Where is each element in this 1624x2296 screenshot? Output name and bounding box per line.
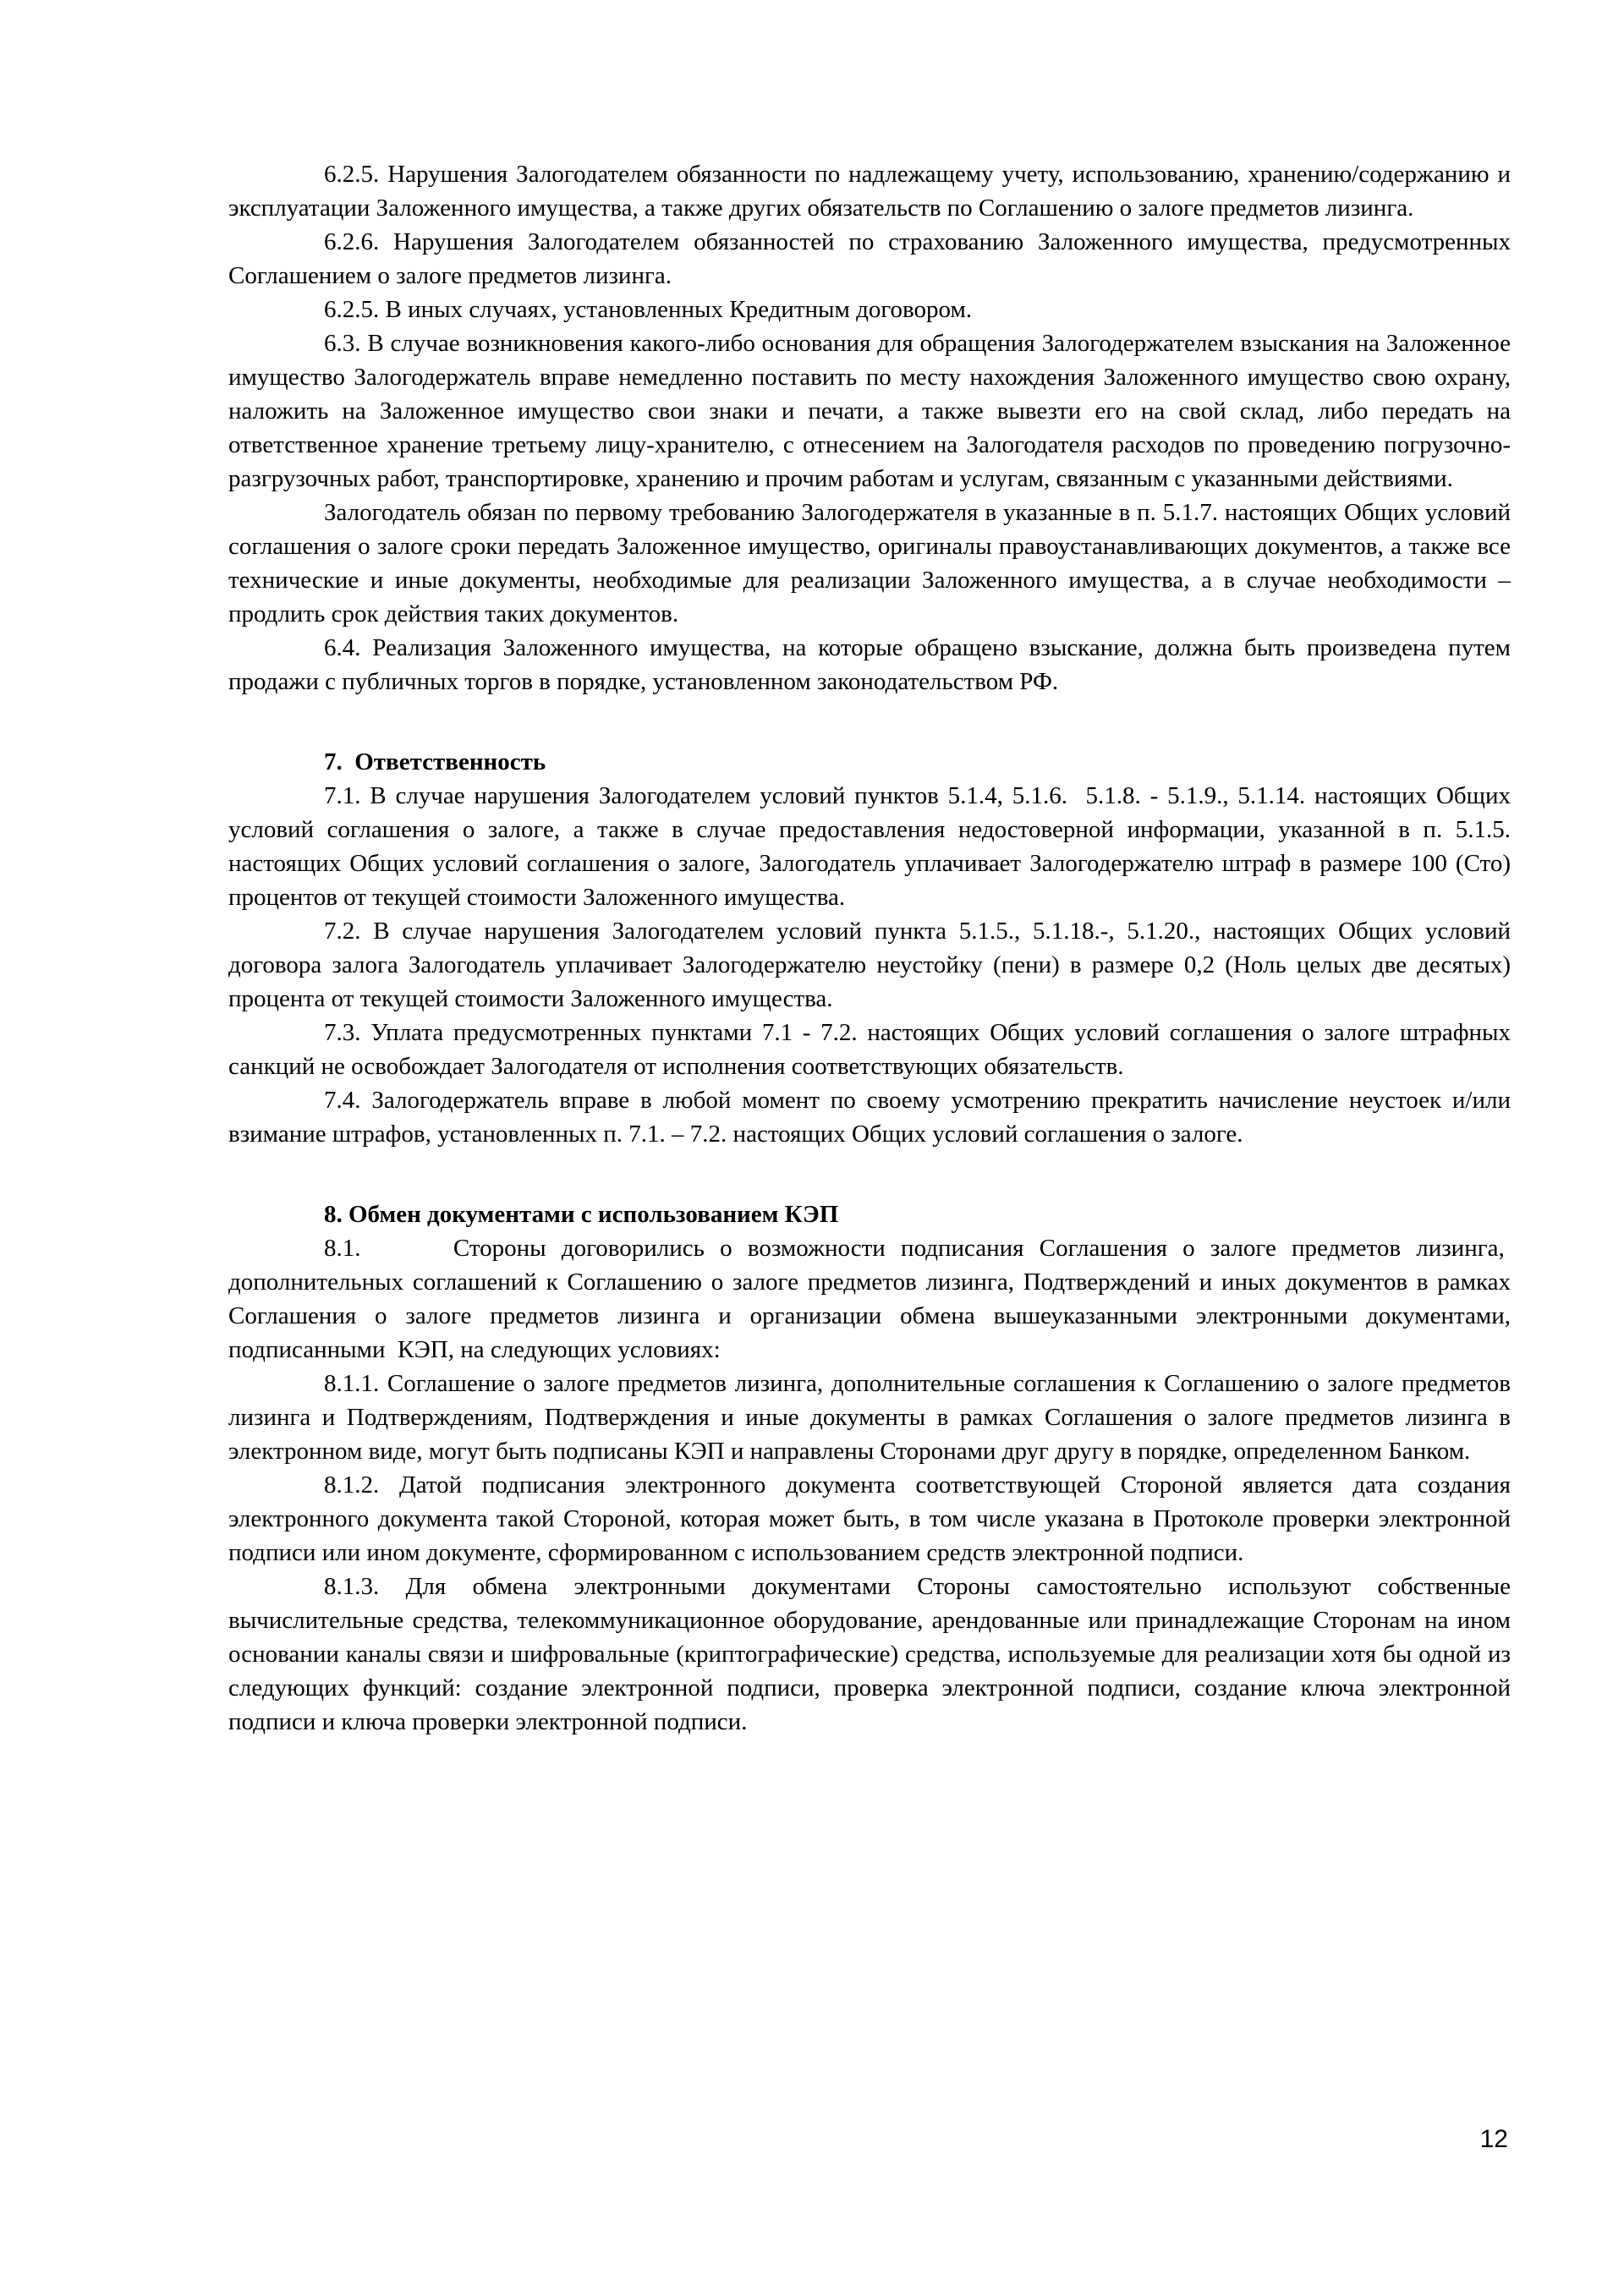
section-7-heading: 7. Ответственность bbox=[324, 748, 546, 775]
clause-6-4: 6.4. Реализация Заложенного имущества, на которые обращено взыскание, должна быть произведена путем продажи с публичных торгов в порядке, установленном законодательством РФ. bbox=[228, 634, 1511, 695]
clause-8-1-1: 8.1.1. Соглашение о залоге предметов лизинга, дополнительные соглашения к Соглашению о залоге предметов лизинга и Подтверждениям, Подтверждения и иные документы в рамках Соглашения о залоге предметов лизинга в электронном виде, могут быть подписаны КЭП и направлены Сторонами друг другу в порядке, определенном Банком. bbox=[228, 1370, 1511, 1465]
document-body bbox=[228, 157, 1511, 1739]
clause-7-4: 7.4. Залогодержатель вправе в любой момент по своему усмотрению прекратить начисление неустоек и/или взимание штрафов, установленных п. 7.1. – 7.2. настоящих Общих условий соглашения о залоге. bbox=[228, 1087, 1511, 1148]
section-8-heading: 8. Обмен документами с использованием КЭП bbox=[324, 1201, 839, 1228]
clause-6-3: 6.3. В случае возникновения какого-либо основания для обращения Залогодержателем взыскания на Заложенное имущество Залогодержатель вправе немедленно поставить по месту нахождения Заложенного имущество свою охрану, наложить на Заложенное имущество свои знаки и печати, а также вывезти его на свой склад, либо передать на ответственное хранение третьему лицу-хранителю, с отнесением на Залогодателя расходов по проведению погрузочно-разгрузочных работ, транспортировке, хранению и прочим работам и услугам, связанным с указанными действиями. bbox=[228, 330, 1511, 492]
clause-6-2-5-other-cases: 6.2.5. В иных случаях, установленных Кредитным договором. bbox=[324, 296, 973, 323]
page-number: 12 bbox=[1479, 2125, 1508, 2153]
clause-6-3-continuation: Залогодатель обязан по первому требованию Залогодержателя в указанные в п. 5.1.7. настоящих Общих условий соглашения о залоге сроки передать Заложенное имущество, оригиналы правоустанавливающих документов, а также все технические и иные документы, необходимые для реализации Заложенного имущества, а в случае необходимости – продлить срок действия таких документов. bbox=[228, 499, 1511, 627]
clause-8-1-3: 8.1.3. Для обмена электронными документами Стороны самостоятельно используют собственные вычислительные средства, телекоммуникационное оборудование, арендованные или принадлежащие Сторонам на ином основании каналы связи и шифровальные (криптографические) средства, используемые для реализации хотя бы одной из следующих функций: создание электронной подписи, проверка электронной подписи, создание ключа электронной подписи и ключа проверки электронной подписи. bbox=[228, 1573, 1511, 1735]
clause-7-3: 7.3. Уплата предусмотренных пунктами 7.1 - 7.2. настоящих Общих условий соглашения о залоге штрафных санкций не освобождает Залогодателя от исполнения соответствующих обязательств. bbox=[228, 1019, 1511, 1080]
clause-8-1: 8.1. Стороны договорились о возможности подписания Соглашения о залоге предметов лизинга, дополнительных соглашений к Соглашению о залоге предметов лизинга, Подтверждений и иных документов в рамках Соглашения о залоге предметов лизинга и организации обмена вышеуказанными электронными документами, подписанными КЭП, на следующих условиях: bbox=[228, 1235, 1511, 1363]
clause-7-1: 7.1. В случае нарушения Залогодателем условий пунктов 5.1.4, 5.1.6. 5.1.8. - 5.1.9., 5.1.14. настоящих Общих условий соглашения о залоге, а также в случае предоставления недостоверной информации, указанной в п. 5.1.5. настоящих Общих условий соглашения о залоге, Залогодатель уплачивает Залогодержателю штраф в размере 100 (Сто) процентов от текущей стоимости Заложенного имущества. bbox=[228, 782, 1511, 911]
clause-6-2-5: 6.2.5. Нарушения Залогодателем обязанности по надлежащему учету, использованию, хранению/содержанию и эксплуатации Заложенного имущества, а также других обязательств по Соглашению о залоге предметов лизинга. bbox=[228, 161, 1511, 222]
clause-7-2: 7.2. В случае нарушения Залогодателем условий пункта 5.1.5., 5.1.18.-, 5.1.20., настоящих Общих условий договора залога Залогодатель уплачивает Залогодержателю неустойку (пени) в размере 0,2 (Ноль целых две десятых) процента от текущей стоимости Заложенного имущества. bbox=[228, 918, 1511, 1012]
clause-8-1-2: 8.1.2. Датой подписания электронного документа соответствующей Стороной является дата создания электронного документа такой Стороной, которая может быть, в том числе указана в Протоколе проверки электронной подписи или ином документе, сформированном с использованием средств электронной подписи. bbox=[228, 1471, 1511, 1566]
clause-6-2-6: 6.2.6. Нарушения Залогодателем обязанностей по страхованию Заложенного имущества, предусмотренных Соглашением о залоге предметов лизинга. bbox=[228, 228, 1511, 289]
